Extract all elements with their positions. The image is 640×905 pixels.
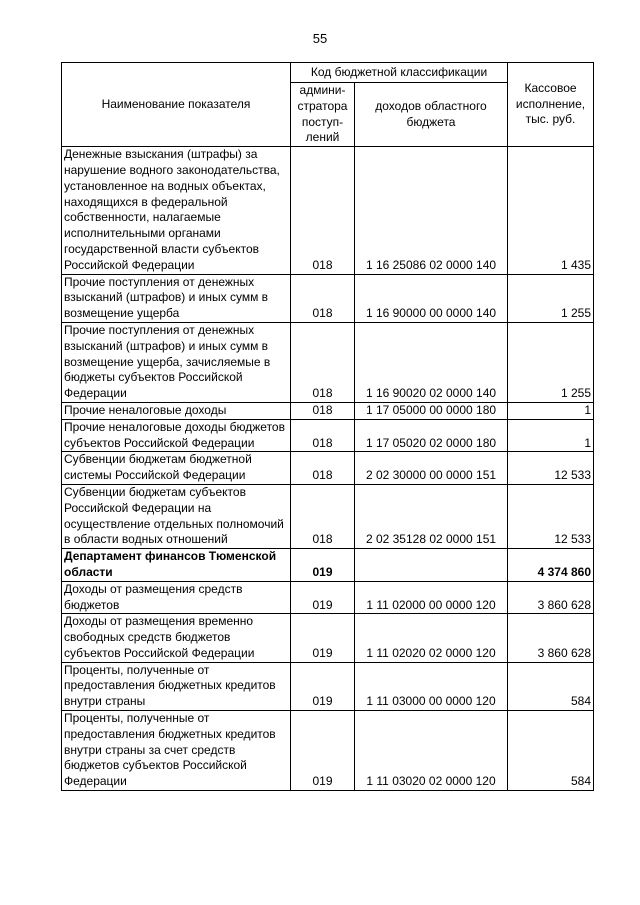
table-row	[62, 322, 594, 402]
row-admin-code: 018	[291, 274, 355, 322]
table-row	[62, 581, 594, 614]
row-revenue-code: 1 11 03020 02 0000 120	[355, 711, 508, 791]
row-admin-code: 019	[291, 662, 355, 710]
row-admin-code: 018	[291, 147, 355, 274]
row-name: Прочие поступления от денежных взысканий (штрафов) и иных сумм в возмещение ущерба	[62, 274, 291, 322]
row-amount: 1	[508, 419, 594, 452]
table-row	[62, 147, 594, 274]
row-admin-code: 018	[291, 484, 355, 548]
header-revenue: доходов областного бюджета	[355, 83, 508, 147]
row-name: Проценты, полученные от предоставления бюджетных кредитов внутри страны	[62, 662, 291, 710]
budget-table	[61, 62, 594, 791]
row-revenue-code: 1 17 05020 02 0000 180	[355, 419, 508, 452]
row-name: Доходы от размещения средств бюджетов	[62, 581, 291, 614]
row-admin-code: 019	[291, 711, 355, 791]
row-amount: 3 860 628	[508, 614, 594, 662]
header-name: Наименование показателя	[62, 63, 291, 147]
row-revenue-code: 2 02 35128 02 0000 151	[355, 484, 508, 548]
row-name: Проценты, полученные от предоставления бюджетных кредитов внутри страны за счет средств бюджетов субъектов Российской Федерации	[62, 711, 291, 791]
row-amount: 584	[508, 662, 594, 710]
row-amount: 1 435	[508, 147, 594, 274]
header-budget-code: Код бюджетной классификации	[291, 63, 508, 83]
page-number: 55	[312, 31, 328, 46]
row-revenue-code: 1 11 03000 00 0000 120	[355, 662, 508, 710]
row-name: Прочие неналоговые доходы	[62, 402, 291, 419]
row-admin-code: 018	[291, 452, 355, 485]
table-row	[62, 484, 594, 548]
row-amount: 3 860 628	[508, 581, 594, 614]
row-amount: 1	[508, 402, 594, 419]
row-revenue-code: 1 11 02020 02 0000 120	[355, 614, 508, 662]
row-admin-code: 018	[291, 322, 355, 402]
row-revenue-code: 2 02 30000 00 0000 151	[355, 452, 508, 485]
table-row	[62, 711, 594, 791]
row-name: Денежные взыскания (штрафы) за нарушение водного законодательства, установленное на водных объектах, находящихся в федеральной собственности, налагаемые исполнительными органами государственной власти субъектов Российской Федерации	[62, 147, 291, 274]
row-revenue-code: 1 16 90020 02 0000 140	[355, 322, 508, 402]
table-row	[62, 452, 594, 485]
row-amount: 4 374 860	[508, 549, 594, 582]
row-name: Субвенции бюджетам бюджетной системы Российской Федерации	[62, 452, 291, 485]
row-revenue-code: 1 16 25086 02 0000 140	[355, 147, 508, 274]
row-revenue-code: 1 11 02000 00 0000 120	[355, 581, 508, 614]
row-amount: 12 533	[508, 452, 594, 485]
table-row	[62, 662, 594, 710]
row-name: Департамент финансов Тюменской области	[62, 549, 291, 582]
row-amount: 1 255	[508, 322, 594, 402]
row-revenue-code	[355, 549, 508, 582]
header-cash: Кассовое исполнение, тыс. руб.	[508, 63, 594, 147]
row-admin-code: 019	[291, 614, 355, 662]
row-admin-code: 018	[291, 419, 355, 452]
row-admin-code: 019	[291, 581, 355, 614]
table-body	[62, 147, 594, 791]
table-row	[62, 402, 594, 419]
table-row	[62, 549, 594, 582]
row-name: Прочие неналоговые доходы бюджетов субъектов Российской Федерации	[62, 419, 291, 452]
table-row	[62, 419, 594, 452]
row-revenue-code: 1 16 90000 00 0000 140	[355, 274, 508, 322]
row-amount: 584	[508, 711, 594, 791]
table-header	[62, 63, 594, 147]
row-name: Прочие поступления от денежных взысканий (штрафов) и иных сумм в возмещение ущерба, зачисляемые в бюджеты субъектов Российской Федерации	[62, 322, 291, 402]
row-revenue-code: 1 17 05000 00 0000 180	[355, 402, 508, 419]
row-name: Субвенции бюджетам субъектов Российской Федерации на осуществление отдельных полномочий в области водных отношений	[62, 484, 291, 548]
row-admin-code: 018	[291, 402, 355, 419]
row-name: Доходы от размещения временно свободных средств бюджетов субъектов Российской Федерации	[62, 614, 291, 662]
table-row	[62, 614, 594, 662]
row-amount: 12 533	[508, 484, 594, 548]
row-admin-code: 019	[291, 549, 355, 582]
row-amount: 1 255	[508, 274, 594, 322]
table-row	[62, 274, 594, 322]
header-admin: админи-стратора поступ-лений	[291, 83, 355, 147]
